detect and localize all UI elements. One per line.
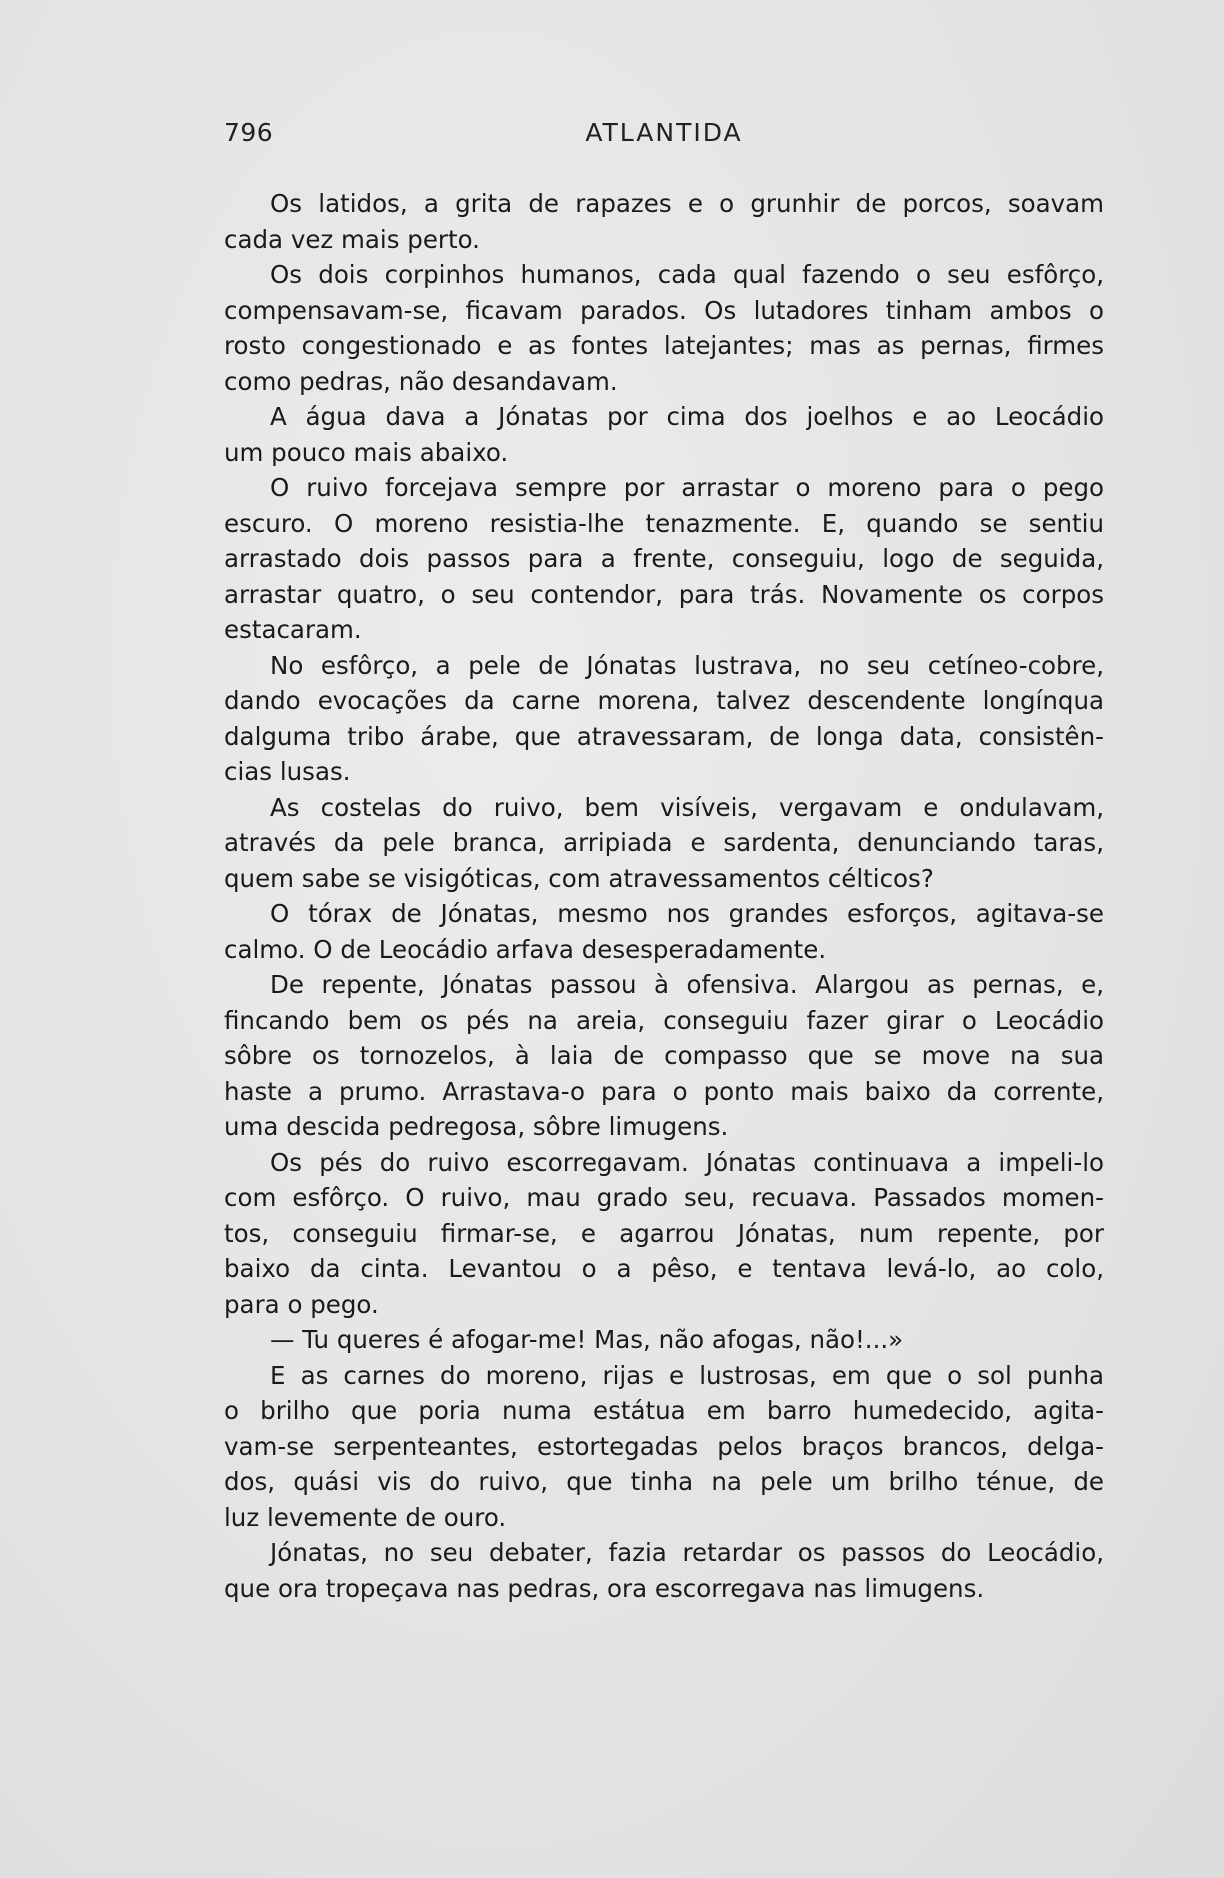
text-line: uma descida pedregosa, sôbre limugens. [224,1112,729,1141]
text-line: dalguma tribo árabe, que atravessaram, de longa data, consistên- [224,721,1104,751]
text-line: fincando bem os pés na areia, conseguiu fazer girar o Leocádio [224,1005,1104,1035]
text-line: sôbre os tornozelos, à laia de compasso que se move na sua [224,1041,1104,1070]
body-text [224,186,1104,1606]
page-number: 796 [224,118,274,147]
text-line: um pouco mais abaixo. [224,437,509,467]
text-line: Os dois corpinhos humanos, cada qual fazendo o seu esfôrço, [270,260,1104,289]
text-line: para o pego. [224,1289,379,1319]
text-line: como pedras, não desandavam. [224,366,618,396]
text-line: A água dava a Jónatas por cima dos joelhos e ao Leocádio [270,402,1104,431]
text-line: o brilho que poria numa estátua em barro humedecido, agita- [224,1396,1104,1425]
text-line: No esfôrço, a pele de Jónatas lustrava, no seu cetíneo-cobre, [270,650,1104,680]
text-line: — Tu queres é afogar-me! Mas, não afogas, não!...» [270,1325,904,1354]
text-line: luz levemente de ouro. [224,1502,507,1532]
text-line: Os pés do ruivo escorregavam. Jónatas continuava a impeli-lo [270,1147,1104,1177]
text-line: rosto congestionado e as fontes latejantes; mas as pernas, firmes [224,331,1104,360]
text-line: com esfôrço. O ruivo, mau grado seu, recuava. Passados momen- [224,1183,1104,1212]
text-line: arrastado dois passos para a frente, conseguiu, logo de seguida, [224,544,1104,573]
text-line: tos, conseguiu firmar-se, e agarrou Jónatas, num repente, por [224,1218,1104,1248]
text-line: arrastar quatro, o seu contendor, para trás. Novamente os corpos [224,579,1104,609]
text-line: vam-se serpenteantes, estortegadas pelos braços brancos, delga- [224,1431,1104,1461]
text-line: cada vez mais perto. [224,224,480,254]
text-line: E as carnes do moreno, rijas e lustrosas, em que o sol punha [270,1360,1104,1390]
text-line: Os latidos, a grita de rapazes e o grunhir de porcos, soavam [270,189,1104,218]
text-line: Jónatas, no seu debater, fazia retardar os passos do Leocádio, [270,1538,1104,1567]
text-line: De repente, Jónatas passou à ofensiva. Alargou as pernas, e, [270,970,1104,999]
text-line: dos, quási vis do ruivo, que tinha na pele um brilho ténue, de [224,1467,1104,1496]
text-line: calmo. O de Leocádio arfava desesperadamente. [224,934,827,964]
text-line: As costelas do ruivo, bem visíveis, vergavam e ondulavam, [270,792,1104,822]
text-line: O ruivo forcejava sempre por arrastar o moreno para o pego [270,473,1104,502]
text-line: escuro. O moreno resistia-lhe tenazmente. E, quando se sentiu [224,508,1104,538]
page-header [224,118,1104,158]
text-line: estacaram. [224,615,362,644]
text-line: através da pele branca, arripiada e sardenta, denunciando taras, [224,828,1104,857]
text-line: cias lusas. [224,757,351,786]
text-line: O tórax de Jónatas, mesmo nos grandes esforços, agitava-se [270,899,1104,928]
text-line: compensavam-se, ficavam parados. Os lutadores tinham ambos o [224,295,1104,325]
text-line: que ora tropeçava nas pedras, ora escorregava nas limugens. [224,1573,985,1603]
running-title: ATLANTIDA [585,118,743,147]
text-line: dando evocações da carne morena, talvez descendente longínqua [224,686,1104,715]
text-line: haste a prumo. Arrastava-o para o ponto mais baixo da corrente, [224,1076,1104,1106]
text-line: baixo da cinta. Levantou o a pêso, e tentava levá-lo, ao colo, [224,1254,1104,1283]
text-line: quem sabe se visigóticas, com atravessamentos célticos? [224,863,934,893]
